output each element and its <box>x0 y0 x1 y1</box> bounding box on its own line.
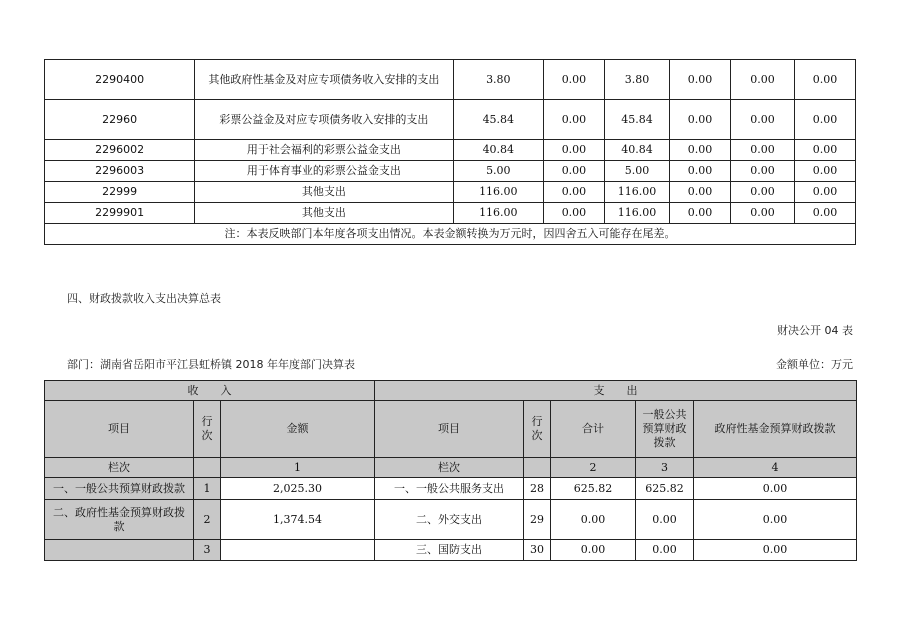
table-row <box>45 478 857 500</box>
index-label-right: 栏次 <box>375 458 524 478</box>
index-col-1: 1 <box>221 458 375 478</box>
expense-header: 支 出 <box>375 381 857 401</box>
basic-expense-cell: 0.00 <box>543 100 604 140</box>
exp-no-cell: 30 <box>524 540 551 561</box>
other-expense-cell: 0.00 <box>795 203 856 224</box>
total-cell: 5.00 <box>453 161 543 182</box>
unit-label: 金额单位：万元 <box>776 358 853 371</box>
index-empty-left <box>194 458 221 478</box>
total-cell: 40.84 <box>453 140 543 161</box>
index-empty-right <box>524 458 551 478</box>
note-row <box>45 224 856 245</box>
gov-fund-cell: 0.00 <box>694 540 857 561</box>
business-expense-cell: 0.00 <box>670 182 731 203</box>
inc-amt-cell: 1,374.54 <box>221 500 375 540</box>
table-row <box>45 203 856 224</box>
other-expense-cell: 0.00 <box>795 60 856 100</box>
total-cell: 625.82 <box>551 478 636 500</box>
subsidiary-expense-cell: 0.00 <box>730 60 794 100</box>
subject-name-cell: 其他政府性基金及对应专项债务收入安排的支出 <box>195 60 453 100</box>
table-row <box>45 60 856 100</box>
other-expense-cell: 0.00 <box>795 140 856 161</box>
expenditure-detail-table <box>44 59 856 245</box>
subject-code-cell: 2299901 <box>45 203 195 224</box>
general-cell: 625.82 <box>636 478 694 500</box>
exp-item-cell: 三、国防支出 <box>375 540 524 561</box>
index-label-left: 栏次 <box>45 458 194 478</box>
inc-amt-cell: 2,025.30 <box>221 478 375 500</box>
basic-expense-cell: 0.00 <box>543 182 604 203</box>
subject-name-cell: 用于社会福利的彩票公益金支出 <box>195 140 453 161</box>
col-header-amount: 金额 <box>221 401 375 458</box>
other-expense-cell: 0.00 <box>795 161 856 182</box>
table-note: 注：本表反映部门本年度各项支出情况。本表金额转换为万元时，因四舍五入可能存在尾差。 <box>45 224 856 245</box>
col-header-row-no: 行次 <box>194 401 221 458</box>
subsidiary-expense-cell: 0.00 <box>730 100 794 140</box>
total-cell: 116.00 <box>453 182 543 203</box>
col-header-item: 项目 <box>45 401 194 458</box>
total-cell: 0.00 <box>551 500 636 540</box>
other-expense-cell: 0.00 <box>795 182 856 203</box>
inc-item-cell: 二、政府性基金预算财政拨款 <box>45 500 194 540</box>
subsidiary-expense-cell: 0.00 <box>730 203 794 224</box>
subject-code-cell: 22960 <box>45 100 195 140</box>
project-expense-cell: 116.00 <box>604 182 669 203</box>
total-cell: 3.80 <box>453 60 543 100</box>
col-header-gov-fund: 政府性基金预算财政拨款 <box>694 401 857 458</box>
inc-amt-cell <box>221 540 375 561</box>
index-col-3: 3 <box>636 458 694 478</box>
subject-code-cell: 2296003 <box>45 161 195 182</box>
project-expense-cell: 116.00 <box>604 203 669 224</box>
col-header-general-budget: 一般公共预算财政拨款 <box>636 401 694 458</box>
basic-expense-cell: 0.00 <box>543 140 604 161</box>
subject-name-cell: 彩票公益金及对应专项债务收入安排的支出 <box>195 100 453 140</box>
table-row <box>45 540 857 561</box>
subsidiary-expense-cell: 0.00 <box>730 140 794 161</box>
other-expense-cell: 0.00 <box>795 100 856 140</box>
table-row <box>45 500 857 540</box>
business-expense-cell: 0.00 <box>670 140 731 161</box>
section-title: 四、财政拨款收入支出决算总表 <box>67 292 221 305</box>
department-label: 部门：湖南省岳阳市平江县虹桥镇 2018 年年度部门决算表 <box>67 358 355 371</box>
basic-expense-cell: 0.00 <box>543 203 604 224</box>
general-cell: 0.00 <box>636 500 694 540</box>
subject-code-cell: 2290400 <box>45 60 195 100</box>
table-row <box>45 182 856 203</box>
business-expense-cell: 0.00 <box>670 100 731 140</box>
inc-item-cell: 一、一般公共预算财政拨款 <box>45 478 194 500</box>
subject-code-cell: 2296002 <box>45 140 195 161</box>
index-col-2: 2 <box>551 458 636 478</box>
table-row <box>45 100 856 140</box>
inc-no-cell: 3 <box>194 540 221 561</box>
business-expense-cell: 0.00 <box>670 60 731 100</box>
project-expense-cell: 5.00 <box>604 161 669 182</box>
fiscal-appropriation-summary-table <box>44 380 857 561</box>
basic-expense-cell: 0.00 <box>543 161 604 182</box>
exp-item-cell: 二、外交支出 <box>375 500 524 540</box>
project-expense-cell: 40.84 <box>604 140 669 161</box>
project-expense-cell: 45.84 <box>604 100 669 140</box>
subject-code-cell: 22999 <box>45 182 195 203</box>
col-header-row-no-expense: 行次 <box>524 401 551 458</box>
exp-item-cell: 一、一般公共服务支出 <box>375 478 524 500</box>
inc-no-cell: 2 <box>194 500 221 540</box>
general-cell: 0.00 <box>636 540 694 561</box>
total-cell: 116.00 <box>453 203 543 224</box>
inc-no-cell: 1 <box>194 478 221 500</box>
inc-item-cell <box>45 540 194 561</box>
gov-fund-cell: 0.00 <box>694 500 857 540</box>
exp-no-cell: 29 <box>524 500 551 540</box>
income-header: 收 入 <box>45 381 375 401</box>
business-expense-cell: 0.00 <box>670 161 731 182</box>
total-cell: 45.84 <box>453 100 543 140</box>
total-cell: 0.00 <box>551 540 636 561</box>
index-col-4: 4 <box>694 458 857 478</box>
subject-name-cell: 其他支出 <box>195 203 453 224</box>
business-expense-cell: 0.00 <box>670 203 731 224</box>
table-row <box>45 140 856 161</box>
basic-expense-cell: 0.00 <box>543 60 604 100</box>
subsidiary-expense-cell: 0.00 <box>730 161 794 182</box>
exp-no-cell: 28 <box>524 478 551 500</box>
subject-name-cell: 其他支出 <box>195 182 453 203</box>
gov-fund-cell: 0.00 <box>694 478 857 500</box>
col-header-item-expense: 项目 <box>375 401 524 458</box>
table-row <box>45 161 856 182</box>
col-header-total: 合计 <box>551 401 636 458</box>
project-expense-cell: 3.80 <box>604 60 669 100</box>
subsidiary-expense-cell: 0.00 <box>730 182 794 203</box>
table-code: 财决公开 04 表 <box>777 324 853 337</box>
subject-name-cell: 用于体育事业的彩票公益金支出 <box>195 161 453 182</box>
